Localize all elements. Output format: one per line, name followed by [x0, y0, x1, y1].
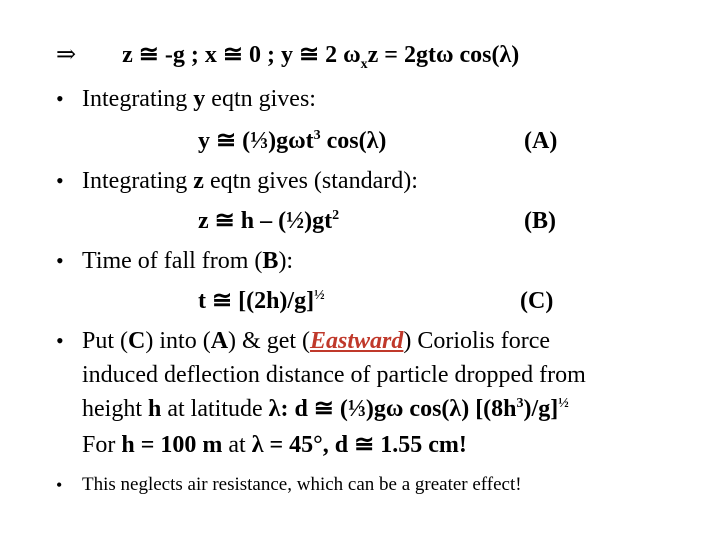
equation-a: y ≅ (⅓)gωt$^3$ cos(λ)	[198, 128, 387, 154]
equation-line-motion	[56, 40, 519, 70]
bullet-2-text: Integrating z eqtn gives (standard):	[82, 168, 418, 194]
bullet-1-text: Integrating y eqtn gives:	[82, 86, 316, 112]
equation-b-label: (B)	[524, 208, 556, 234]
bullet-1: •	[56, 86, 64, 111]
eq-x: x ≅ 0 ;	[204, 42, 281, 68]
equation-b: z ≅ h – $(\frac{1}{2})gt^2$	[198, 208, 340, 234]
bullet-4-line-4: For h = 100 m at λ = 45°, d ≅ 1.55 cm!	[82, 432, 467, 458]
bullet-4-line-3: height h at latitude λ: d ≅ (⅓)gω cos(λ) $[(8h^3)/g]^{\frac{1}{2}}$	[82, 396, 569, 422]
eastward-emphasis: Eastward	[310, 328, 404, 354]
equation-c: t ≅ $[(2h)/g]^{\frac{1}{2}}$	[198, 288, 325, 314]
implies-arrow: ⇒	[56, 42, 77, 68]
bullet-4-line-1: Put (C) into (A) & get (Eastward) Coriolis force	[82, 328, 551, 354]
eq-z: z ≅ -g ;	[122, 42, 205, 68]
bullet-5-text: This neglects air resistance, which can be a greater effect!	[82, 474, 522, 495]
equation-a-label: (A)	[524, 128, 558, 154]
eq-y: y ≅ 2 ω	[280, 42, 361, 68]
bullet-3: •	[56, 248, 64, 273]
eq-subscript-x: x	[360, 56, 368, 72]
bullet-5: •	[56, 475, 63, 495]
bullet-2: •	[56, 168, 64, 193]
eq-rhs: z = 2gtω cos(λ)	[367, 42, 520, 68]
bullet-4: •	[56, 328, 64, 353]
bullet-3-text: Time of fall from (B):	[82, 248, 294, 274]
bullet-4-line-2: induced deflection distance of particle dropped from	[82, 362, 586, 388]
equation-c-label: (C)	[520, 288, 554, 314]
